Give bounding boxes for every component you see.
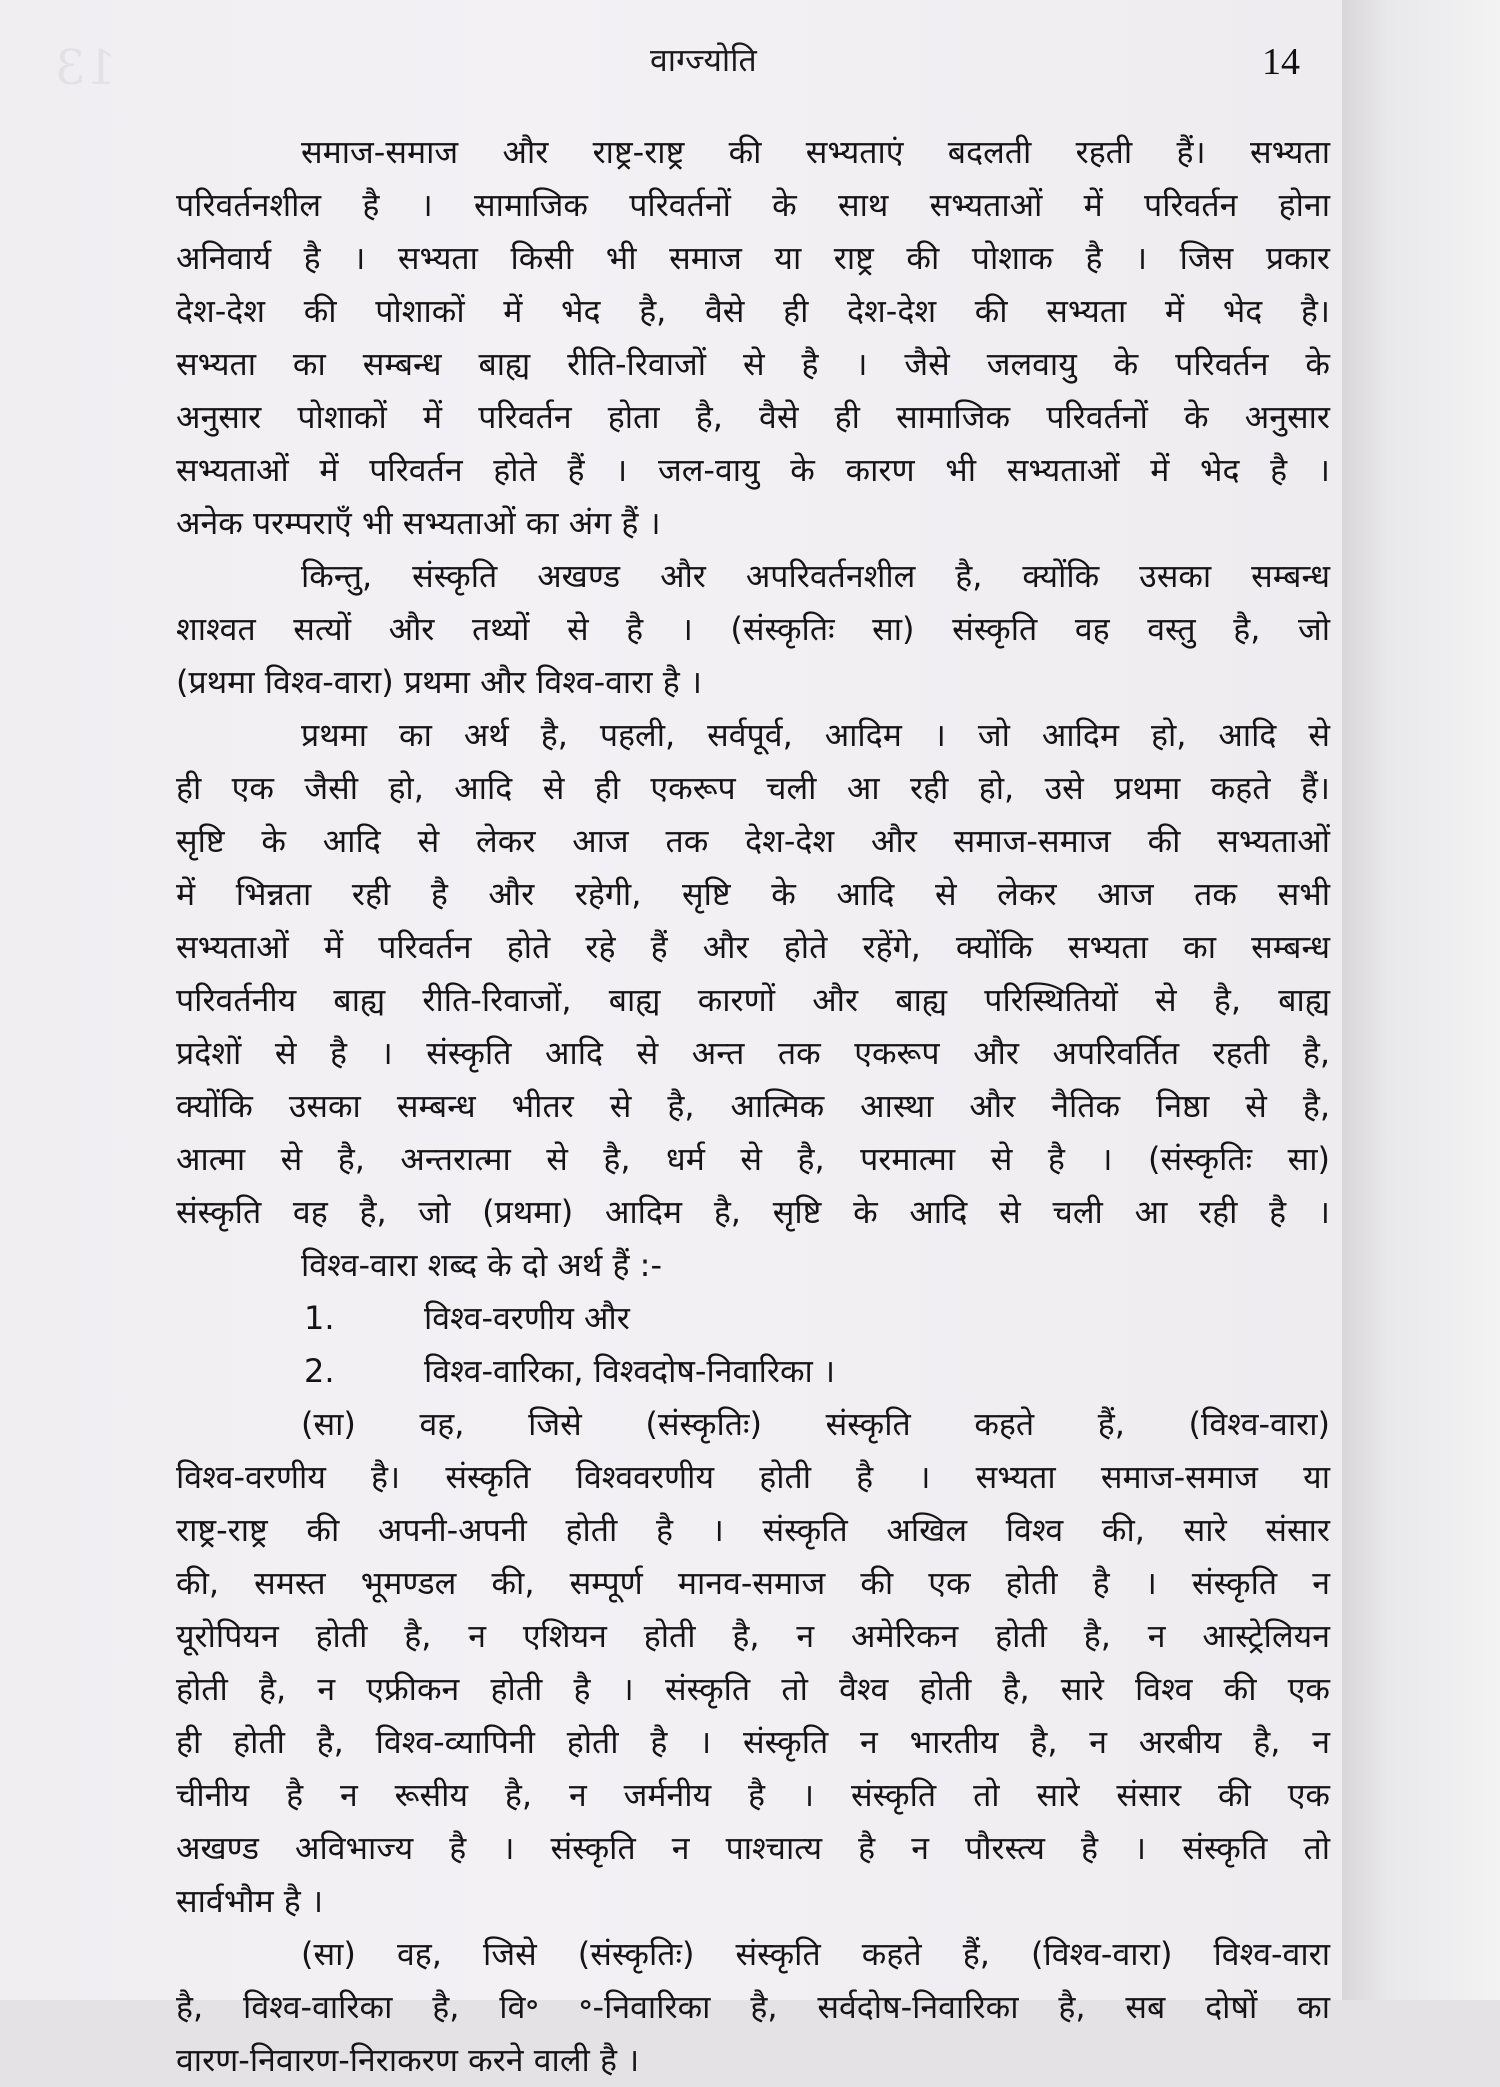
text-line: अनिवार्य है । सभ्यता किसी भी समाज या राष्ट्र की पोशाक है । जिस प्रकार — [176, 239, 1330, 277]
text-line: देश-देश की पोशाकों में भेद है, वैसे ही देश-देश की सभ्यता में भेद है। — [176, 292, 1330, 330]
text-line: होती है, न एफ्रीकन होती है । संस्कृति तो वैश्व होती है, सारे विश्व की एक — [176, 1670, 1330, 1708]
text-line: किन्तु, संस्कृति अखण्ड और अपरिवर्तनशील है, क्योंकि उसका सम्बन्ध — [301, 557, 1330, 595]
text-line: है, विश्व-वारिका है, वि॰ ॰-निवारिका है, सर्वदोष-निवारिका है, सब दोषों का — [176, 1988, 1330, 2026]
text-line: सभ्यताओं में परिवर्तन होते हैं । जल-वायु के कारण भी सभ्यताओं में भेद है । — [176, 451, 1330, 489]
text-line: समाज-समाज और राष्ट्र-राष्ट्र की सभ्यताएं बदलती रहती हैं। सभ्यता — [301, 133, 1330, 171]
text-line: वारण-निवारण-निराकरण करने वाली है । — [176, 2041, 640, 2079]
text-line: सार्वभौम है । — [176, 1882, 324, 1920]
page-edge — [1342, 0, 1500, 2000]
list-text: विश्व-वारिका, विश्वदोष-निवारिका । — [424, 1352, 836, 1390]
text-line: अनेक परम्पराएँ भी सभ्यताओं का अंग हैं । — [176, 504, 661, 542]
text-line: ही होती है, विश्व-व्यापिनी होती है । संस्कृति न भारतीय है, न अरबीय है, न — [176, 1723, 1330, 1761]
text-line: ही एक जैसी हो, आदि से ही एकरूप चली आ रही हो, उसे प्रथमा कहते हैं। — [176, 769, 1330, 807]
bleed-through-text: 13 — [55, 40, 117, 96]
text-line: सृष्टि के आदि से लेकर आज तक देश-देश और समाज-समाज की सभ्यताओं — [176, 822, 1330, 860]
list-number: 2. — [304, 1352, 335, 1390]
list-item — [176, 1292, 1330, 1345]
running-header-title: वाग्ज्योति — [650, 41, 757, 79]
text-line: परिवर्तनीय बाह्य रीति-रिवाजों, बाह्य कारणों और बाह्य परिस्थितियों से है, बाह्य — [176, 981, 1330, 1019]
text-line: (प्रथमा विश्व-वारा) प्रथमा और विश्व-वारा है । — [176, 663, 703, 701]
text-line: प्रथमा का अर्थ है, पहली, सर्वपूर्व, आदिम । जो आदिम हो, आदि से — [301, 716, 1330, 754]
body-text — [176, 126, 1330, 2087]
text-line: की, समस्त भूमण्डल की, सम्पूर्ण मानव-समाज की एक होती है । संस्कृति न — [176, 1564, 1330, 1602]
text-line: सभ्यता का सम्बन्ध बाह्य रीति-रिवाजों से है । जैसे जलवायु के परिवर्तन के — [176, 345, 1330, 383]
text-line: (सा) वह, जिसे (संस्कृतिः) संस्कृति कहते हैं, (विश्व-वारा) — [301, 1405, 1330, 1443]
text-line: सभ्यताओं में परिवर्तन होते रहे हैं और होते रहेंगे, क्योंकि सभ्यता का सम्बन्ध — [176, 928, 1330, 966]
list-text: विश्व-वरणीय और — [424, 1299, 630, 1337]
text-line: (सा) वह, जिसे (संस्कृतिः) संस्कृति कहते हैं, (विश्व-वारा) विश्व-वारा — [301, 1935, 1330, 1973]
text-line: प्रदेशों से है । संस्कृति आदि से अन्त तक एकरूप और अपरिवर्तित रहती है, — [176, 1034, 1330, 1072]
text-line: यूरोपियन होती है, न एशियन होती है, न अमेरिकन होती है, न आस्ट्रेलियन — [176, 1617, 1330, 1655]
text-line: संस्कृति वह है, जो (प्रथमा) आदिम है, सृष्टि के आदि से चली आ रही है । — [176, 1193, 1330, 1231]
text-line: अनुसार पोशाकों में परिवर्तन होता है, वैसे ही सामाजिक परिवर्तनों के अनुसार — [176, 398, 1330, 436]
text-line: में भिन्नता रही है और रहेगी, सृष्टि के आदि से लेकर आज तक सभी — [176, 875, 1330, 913]
list-number: 1. — [304, 1299, 335, 1337]
list-item — [176, 1345, 1330, 1398]
text-line: अखण्ड अविभाज्य है । संस्कृति न पाश्चात्य है न पौरस्त्य है । संस्कृति तो — [176, 1829, 1330, 1867]
text-line: आत्मा से है, अन्तरात्मा से है, धर्म से है, परमात्मा से है । (संस्कृतिः सा) — [176, 1140, 1330, 1178]
text-line: परिवर्तनशील है । सामाजिक परिवर्तनों के साथ सभ्यताओं में परिवर्तन होना — [176, 186, 1330, 224]
text-line: राष्ट्र-राष्ट्र की अपनी-अपनी होती है । संस्कृति अखिल विश्व की, सारे संसार — [176, 1511, 1330, 1549]
text-line: चीनीय है न रूसीय है, न जर्मनीय है । संस्कृति तो सारे संसार की एक — [176, 1776, 1330, 1814]
text-line: विश्व-वारा शब्द के दो अर्थ हैं :- — [301, 1246, 662, 1284]
text-line: विश्व-वरणीय है। संस्कृति विश्ववरणीय होती है । सभ्यता समाज-समाज या — [176, 1458, 1330, 1496]
page-number: 14 — [1262, 41, 1300, 83]
text-line: क्योंकि उसका सम्बन्ध भीतर से है, आत्मिक आस्था और नैतिक निष्ठा से है, — [176, 1087, 1330, 1125]
text-line: शाश्वत सत्यों और तथ्यों से है । (संस्कृतिः सा) संस्कृति वह वस्तु है, जो — [176, 610, 1330, 648]
